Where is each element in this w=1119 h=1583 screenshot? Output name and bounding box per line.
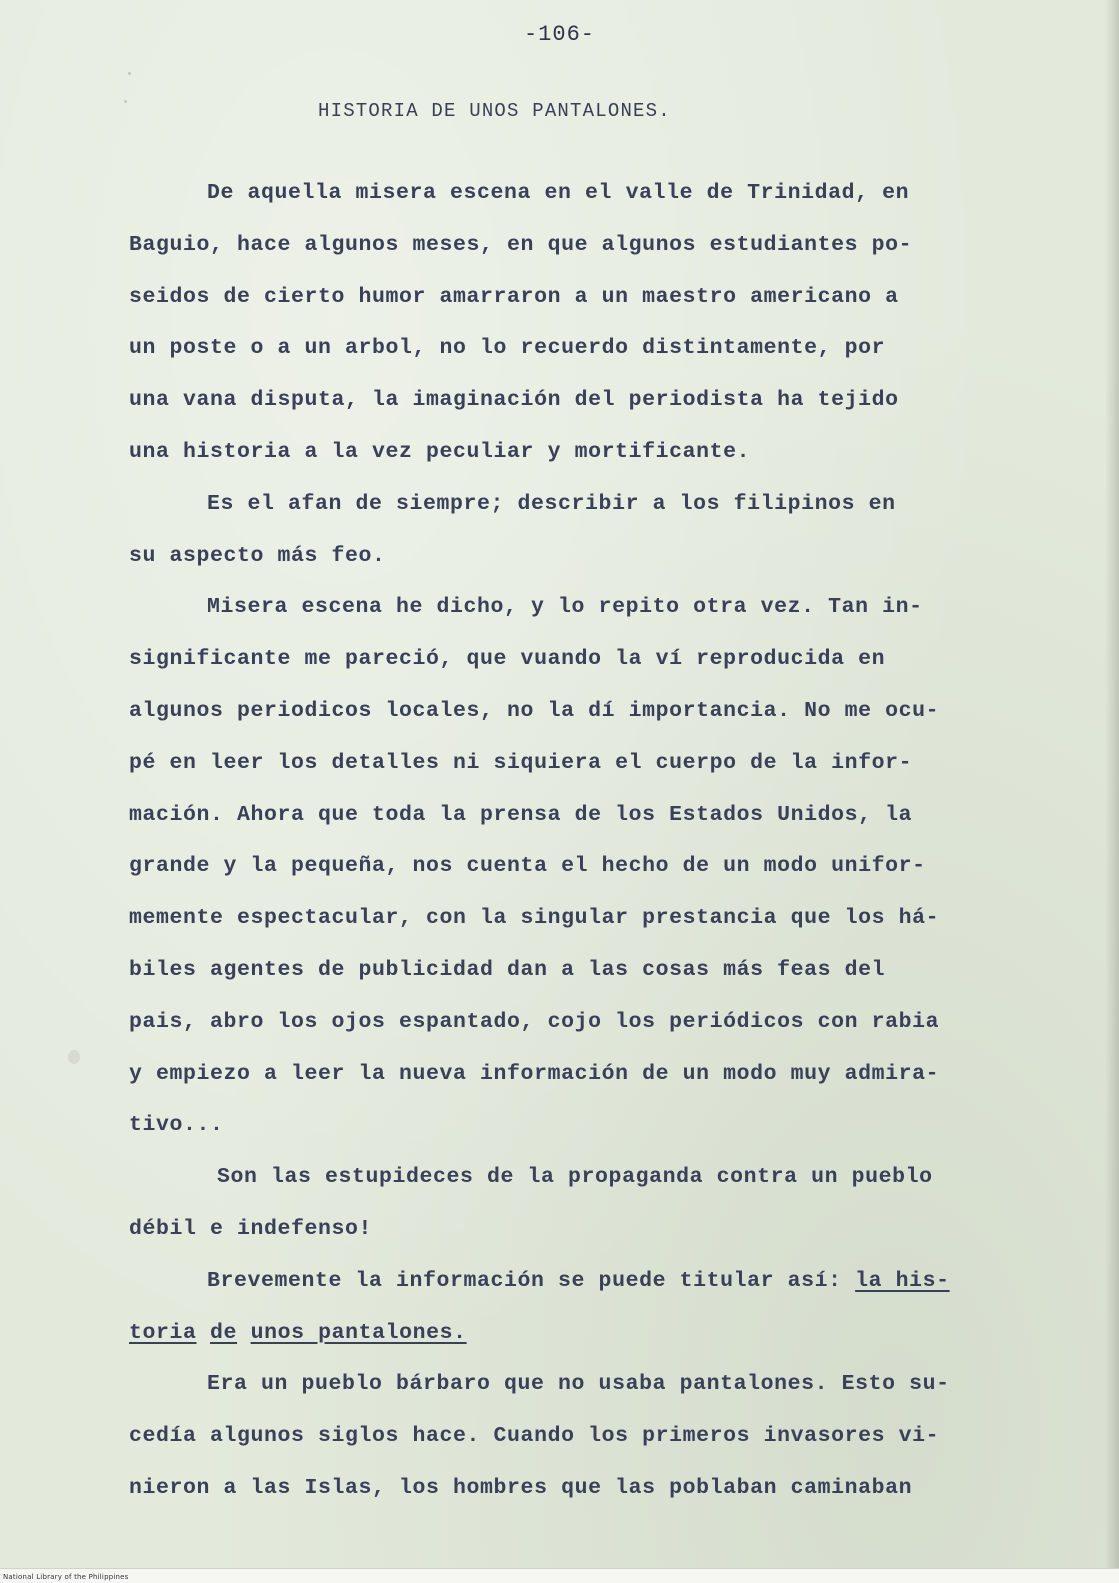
- text-line: nieron a las Islas, los hombres que las poblaban caminaban: [129, 1475, 913, 1500]
- text-line: pais, abro los ojos espantado, cojo los periódicos con rabia: [129, 1009, 940, 1034]
- text-line: y empiezo a leer la nueva información de un modo muy admira-: [129, 1061, 940, 1086]
- text-line: Baguio, hace algunos meses, en que algunos estudiantes po-: [129, 232, 913, 257]
- footer-strip: [0, 1568, 1119, 1583]
- text-line: débil e indefenso!: [129, 1216, 373, 1241]
- paper-speck: [124, 100, 127, 103]
- text-line: Son las estupideces de la propaganda contra un pueblo: [217, 1165, 933, 1190]
- paper-speck: [128, 72, 131, 75]
- footer-credit: National Library of the Philippines: [3, 1573, 129, 1581]
- text-line: Misera escena he dicho, y lo repito otra vez. Tan in-: [207, 595, 923, 620]
- page-number: -106-: [523, 22, 595, 47]
- underlined-phrase: de: [210, 1320, 238, 1345]
- text-line: una vana disputa, la imaginación del periodista ha tejido: [129, 388, 899, 413]
- text-line-lead: Brevemente la información se puede titular así:: [207, 1268, 856, 1293]
- text-line: Es el afan de siempre; describir a los filipinos en: [207, 491, 896, 516]
- text-line: pé en leer los detalles ni siquiera el cuerpo de la infor-: [129, 750, 913, 775]
- underlined-phrase: la his-: [855, 1268, 950, 1293]
- text-line: un poste o a un arbol, no lo recuerdo distintamente, por: [129, 336, 886, 361]
- paper-stain: [68, 1050, 80, 1064]
- text-line: grande y la pequeña, nos cuenta el hecho de un modo unifor-: [129, 854, 926, 879]
- text-line: algunos periodicos locales, no la dí importancia. No me ocu-: [129, 698, 940, 723]
- text-line: cedía algunos siglos hace. Cuando los primeros invasores vi-: [129, 1424, 940, 1449]
- text-line: una historia a la vez peculiar y mortificante.: [129, 439, 751, 464]
- text-line: [129, 1256, 1044, 1308]
- text-line: mación. Ahora que toda la prensa de los Estados Unidos, la: [129, 802, 913, 827]
- text-line: significante me pareció, que vuando la ví reproducida en: [129, 647, 886, 672]
- underlined-phrase: toria: [129, 1320, 197, 1345]
- text-line: seidos de cierto humor amarraron a un maestro americano a: [129, 284, 899, 309]
- text-line: Era un pueblo bárbaro que no usaba pantalones. Esto su-: [207, 1372, 950, 1397]
- text-line: De aquella misera escena en el valle de Trinidad, en: [207, 181, 910, 205]
- page-edge-shadow: [1105, 0, 1119, 1583]
- underlined-phrase: unos pantalones.: [250, 1320, 467, 1345]
- text-line: [129, 1308, 1044, 1360]
- text-line: biles agentes de publicidad dan a las cosas más feas del: [129, 957, 886, 982]
- body-text: [129, 168, 1044, 1515]
- text-line: su aspecto más feo.: [129, 543, 386, 568]
- text-line: tivo...: [129, 1113, 224, 1138]
- document-title: HISTORIA DE UNOS PANTALONES.: [318, 100, 671, 122]
- text-line: memente espectacular, con la singular prestancia que los há-: [129, 906, 940, 931]
